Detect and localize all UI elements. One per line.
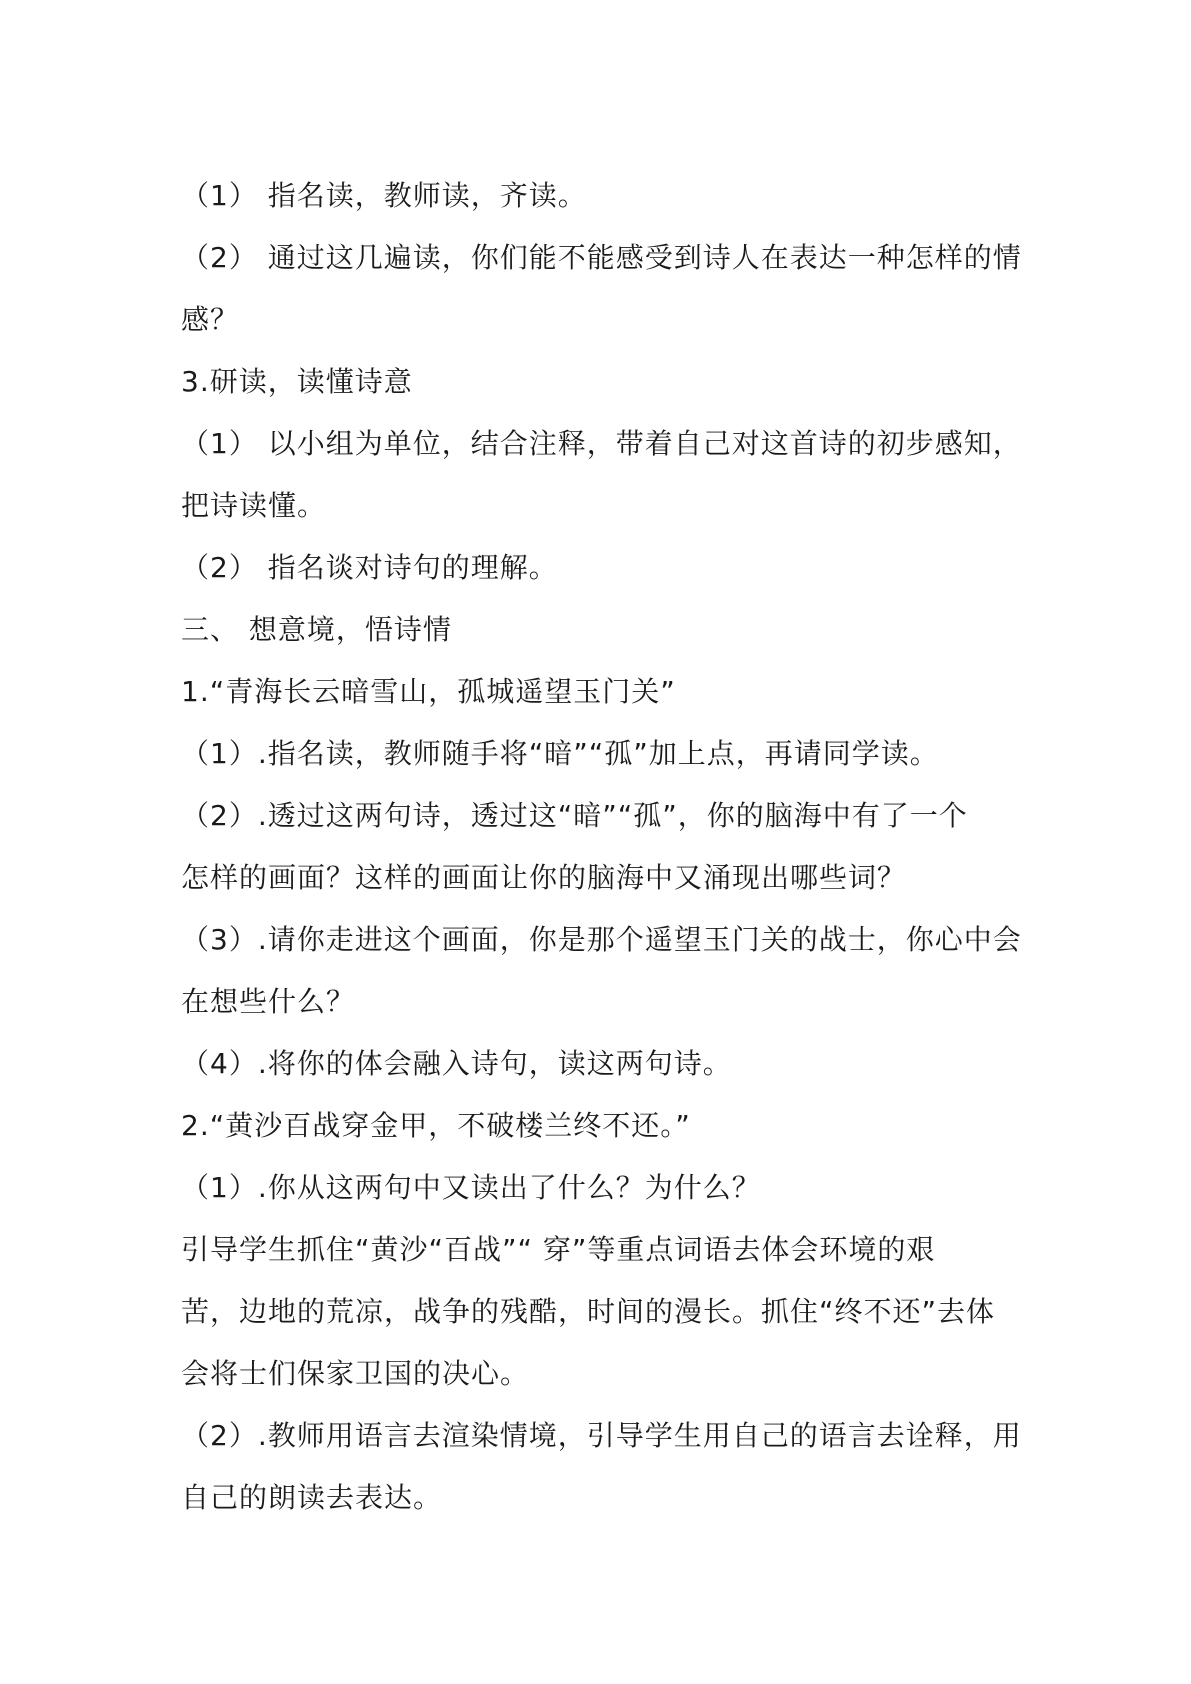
text-line: （2）.教师用语言去渲染情境，引导学生用自己的语言去诠释，用 [181,1419,1022,1452]
document-body [181,165,1022,1529]
text-line: 在想些什么？ [181,985,356,1018]
text-line: （1） 以小组为单位，结合注释，带着自己对这首诗的初步感知， [181,427,1022,460]
text-line: （1）.你从这两句中又读出了什么？为什么？ [181,1171,761,1204]
section-heading: 2.“黄沙百战穿金甲，不破楼兰终不还。” [181,1109,691,1142]
text-line: （1） 指名读，教师读，齐读。 [181,179,587,212]
text-line: 感？ [181,303,240,336]
text-line: 会将士们保家卫国的决心。 [181,1357,530,1390]
text-line: （2） 指名谈对诗句的理解。 [181,551,558,584]
text-line: （1）.指名读，教师随手将“暗”“孤”加上点，再请同学读。 [181,737,939,770]
text-line: 苦，边地的荒凉，战争的残酷，时间的漫长。抓住“终不还”去体 [181,1295,996,1328]
text-line: （4）.将你的体会融入诗句，读这两句诗。 [181,1047,732,1080]
section-heading: 1.“青海长云暗雪山，孤城遥望玉门关” [181,675,676,708]
text-line: （2） 通过这几遍读，你们能不能感受到诗人在表达一种怎样的情 [181,241,1022,274]
text-line: （3）.请你走进这个画面，你是那个遥望玉门关的战士，你心中会 [181,923,1022,956]
text-line: 把诗读懂。 [181,489,327,522]
section-heading: 三、 想意境，悟诗情 [181,613,452,646]
text-line: 自己的朗读去表达。 [181,1481,443,1514]
section-heading: 3.研读，读懂诗意 [181,365,413,398]
text-line: （2）.透过这两句诗，透过这“暗”“孤”，你的脑海中有了一个 [181,799,968,832]
text-line: 怎样的画面？这样的画面让你的脑海中又涌现出哪些词？ [181,861,907,894]
text-line: 引导学生抓住“黄沙“百战”“ 穿”等重点词语去体会环境的艰 [181,1233,936,1266]
